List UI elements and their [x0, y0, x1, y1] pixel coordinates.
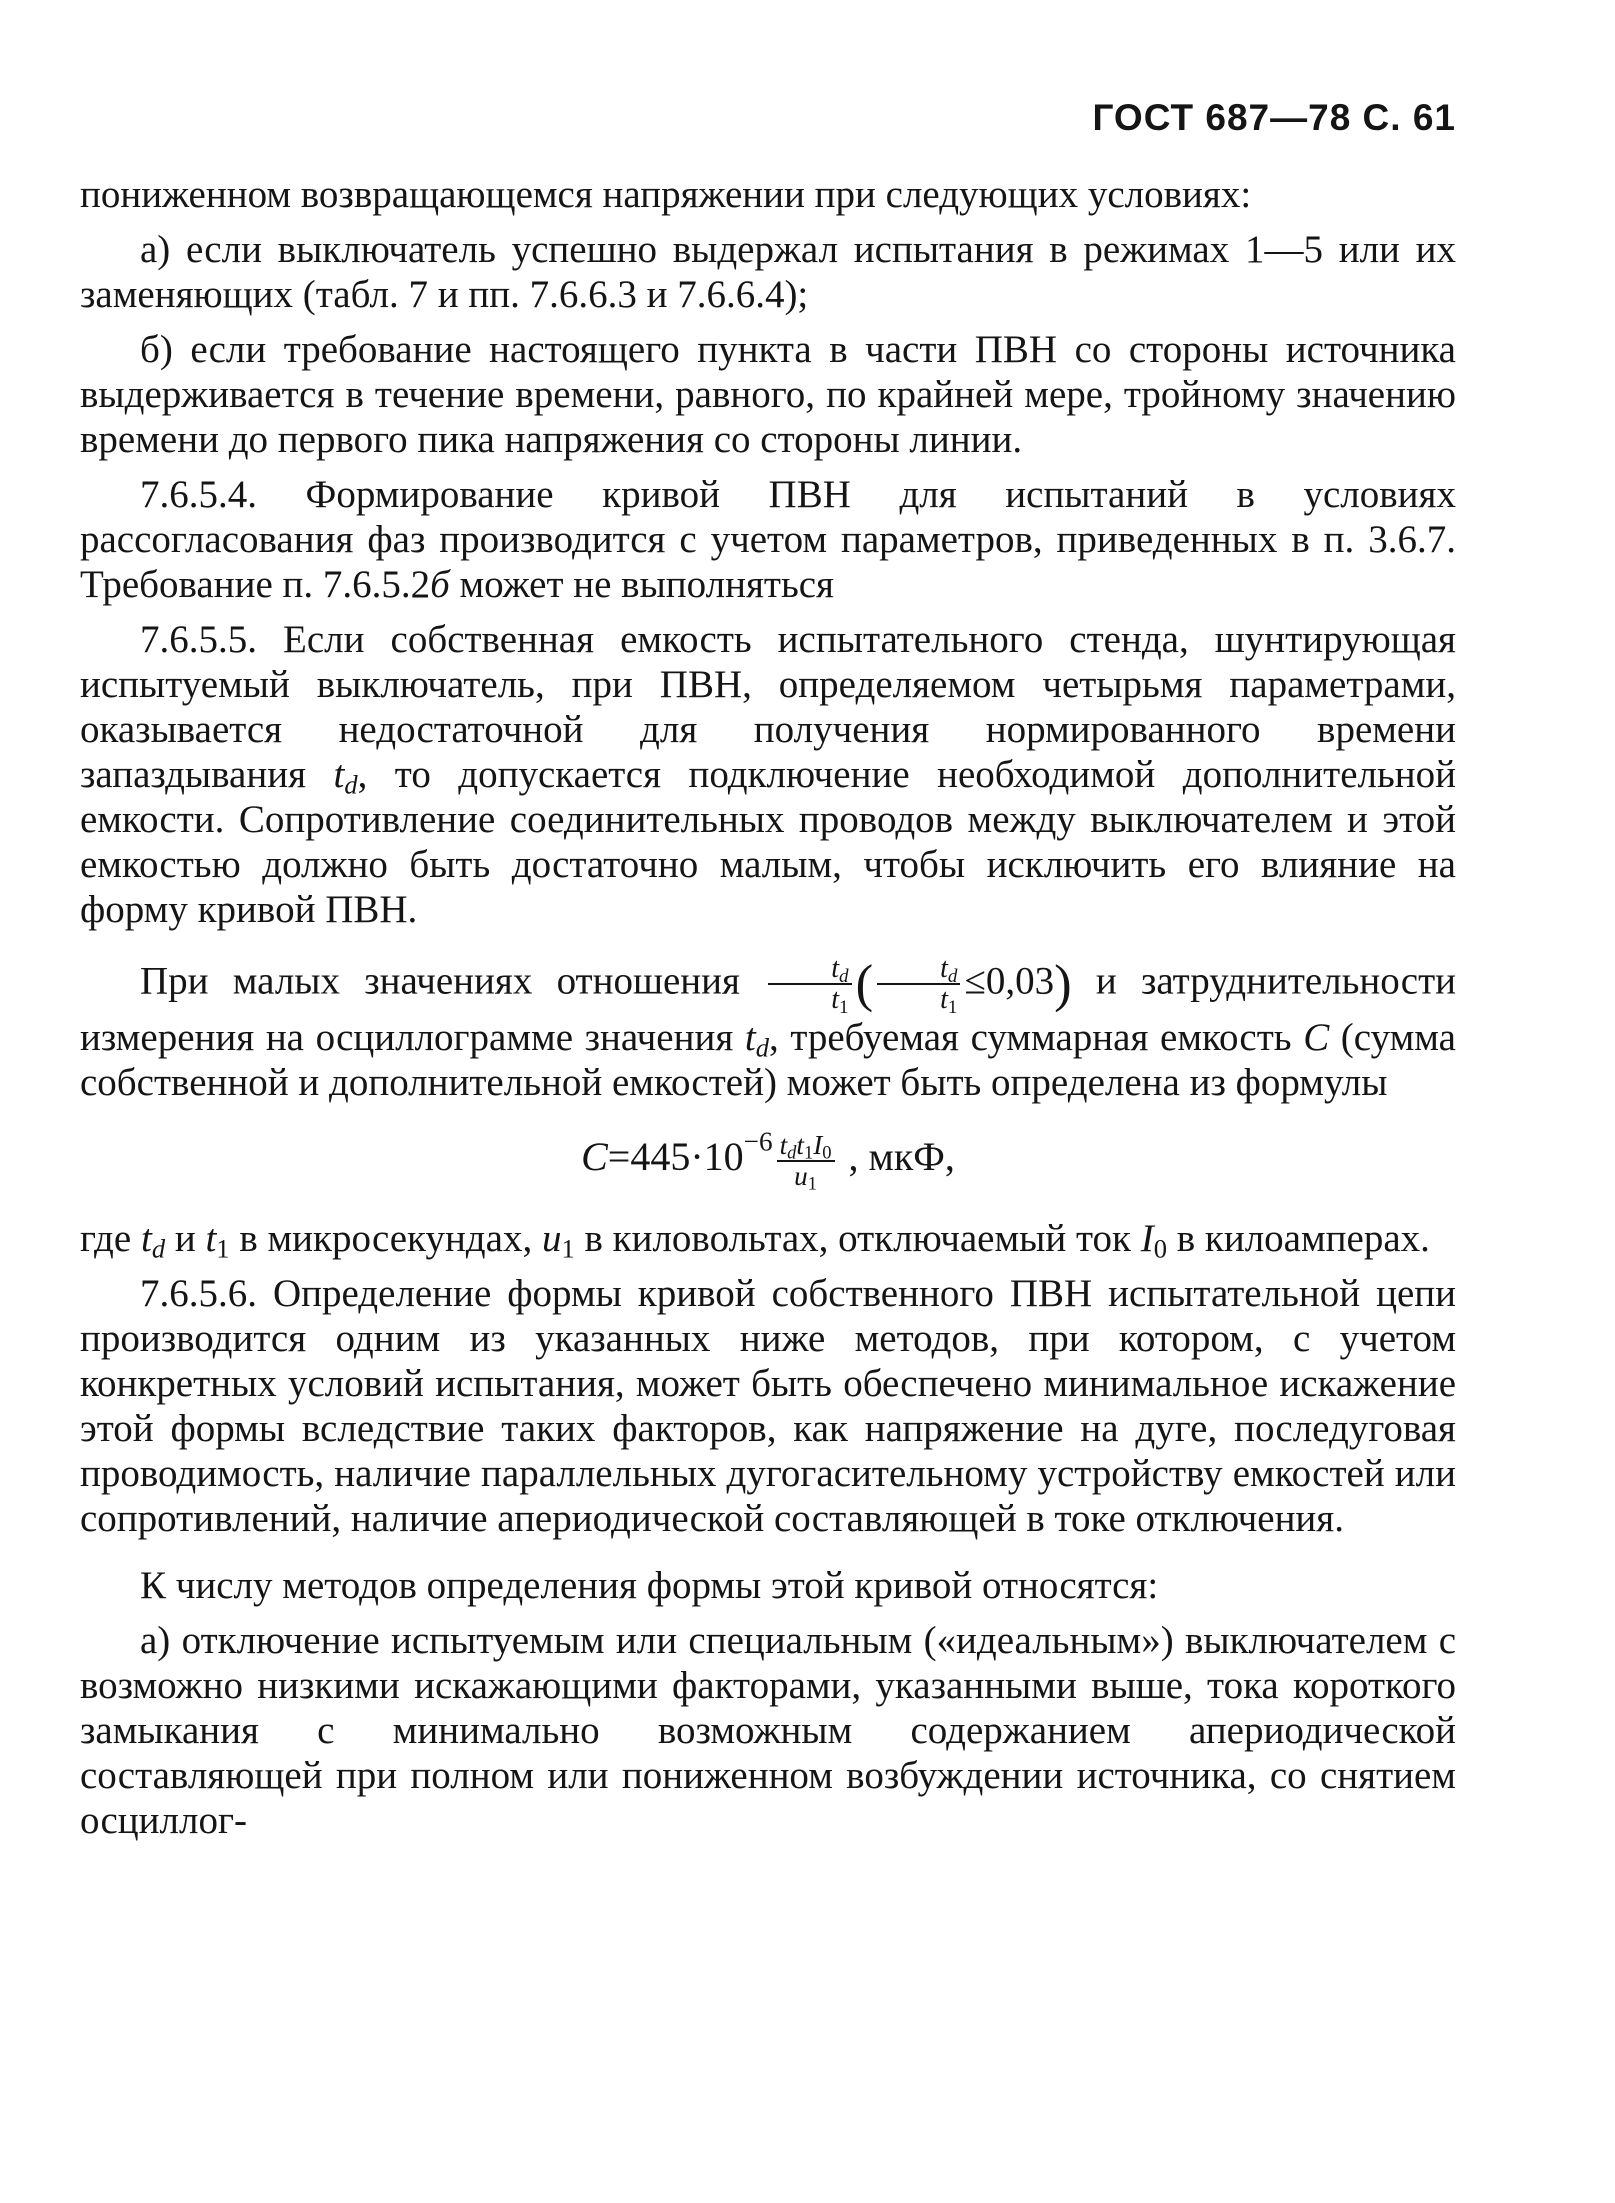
paragraph-methods: К числу методов определения формы этой кривой относятся:	[140, 1564, 1159, 1608]
clause-text: 7.6.5.5. Если собственная емкость испытательного стенда, шунтирующая испытуемый выключатель, при ПВН, определяемом четырьмя параметрами, оказывается недостаточной для получения нормированного времени запаздывания	[80, 618, 1456, 796]
num-I: I	[813, 1129, 823, 1160]
den-u: u	[794, 1160, 808, 1191]
num-t1: t	[796, 1129, 804, 1160]
formula-lhs: C	[581, 1133, 608, 1179]
paragraph-text-mid: и затруднительности измерения на осциллограмме значения	[80, 959, 1456, 1059]
text: где	[80, 1217, 141, 1261]
symbol-t: t	[333, 753, 345, 796]
text: в микросекундах,	[229, 1217, 542, 1261]
symbol-d-sub: d	[344, 769, 358, 800]
method-item-a: а) отключение испытуемым или специальным («идеальным») выключателем с возможно низкими искажающими факторами, указанными выше, тока короткого замыкания с минимально возможным содержанием апериодической составляющей при полном или пониженном возбуждении источника, со снятием осциллог-	[80, 1619, 1456, 1843]
denominator-t: t	[940, 984, 948, 1016]
num-d: d	[787, 1142, 797, 1163]
symbol-1-sub: 1	[216, 1233, 230, 1264]
paragraph-intro: пониженном возвращающемся напряжении при следующих условиях:	[80, 173, 1252, 216]
paragraph-text-mid2: , требуемая суммарная емкость	[768, 1015, 1304, 1059]
text: в киловольтах, отключаемый ток	[574, 1217, 1141, 1261]
clause-text-tail: может не выполняться	[449, 563, 834, 606]
paragraph-text-tail: (сумма собственной и дополнительной емкостей) может быть определена из формулы	[80, 1015, 1456, 1104]
paragraph-small-ratio: При малых значениях отношения $\frac{t_d}{t_1}$ ( $\frac{t_d}{t_1}$ ≤0,03) и затруднительности измерения на осциллограмме значения $t_d$, требуемая суммарная емкость C (сумма собственной и дополнительной емкостей) может быть определена из формулы	[80, 953, 1456, 1104]
numerator-t: t	[831, 953, 840, 984]
text: и	[165, 1217, 206, 1261]
numerator-d: d	[947, 965, 958, 987]
page-header: ГОСТ 687—78 С. 61	[1092, 97, 1456, 138]
clause-7-6-5-4	[80, 472, 1456, 607]
clause-text-tail: , то допускается подключение необходимой дополнительной емкости. Сопротивление соединительных проводов между выключателем и этой емкостью должно быть достаточно малым, чтобы исключить его влияние на форму кривой ПВН.	[80, 753, 1456, 931]
den-1: 1	[807, 1173, 817, 1194]
numerator-d: d	[839, 965, 849, 987]
list-item-b: б) если требование настоящего пункта в части ПВН со стороны источника выдерживается в течение времени, равного, по крайней мере, тройному значению времени до первого пика напряжения со стороны линии.	[80, 328, 1456, 461]
denominator-1: 1	[947, 997, 958, 1019]
symbol-t: t	[140, 1217, 152, 1261]
symbol-u: u	[541, 1217, 562, 1261]
ratio-fraction	[768, 953, 851, 1019]
symbol-t: t	[205, 1217, 217, 1261]
capacitance-formula	[80, 1126, 1456, 1194]
clause-text: 7.6.5.4. Формирование кривой ПВН для испытаний в условиях рассогласования фаз производится с учетом параметров, приведенных в п. 3.6.7. Требование п. 7.6.5.2	[80, 473, 1456, 606]
formula-fraction	[777, 1129, 835, 1194]
symbol-0-sub: 0	[1153, 1233, 1167, 1264]
symbol-1-sub: 1	[561, 1233, 575, 1264]
text: в килоамперах.	[1166, 1217, 1430, 1261]
formula-coefficient: =445·10	[607, 1133, 744, 1179]
ratio-condition: ≤0,03	[964, 959, 1055, 1003]
symbol-d-sub: d	[755, 1032, 769, 1063]
list-item-a: а) если выключатель успешно выдержал испытания в режимах 1—5 или их заменяющих (табл. 7 и пп. 7.6.6.3 и 7.6.6.4);	[80, 228, 1456, 316]
denominator-t: t	[831, 984, 840, 1016]
denominator-1: 1	[839, 997, 849, 1019]
symbol-t: t	[744, 1015, 756, 1059]
paragraph-text: При малых значениях отношения	[140, 959, 765, 1003]
num-1: 1	[803, 1142, 814, 1163]
document-page	[80, 95, 1456, 1853]
num-t: t	[779, 1129, 788, 1160]
paragraph-where	[80, 1216, 1456, 1264]
symbol-C: C	[1303, 1015, 1330, 1059]
formula-units: , мкФ,	[838, 1133, 955, 1179]
clause-7-6-5-6: 7.6.5.6. Определение формы кривой собственного ПВН испытательной цепи производится одним из указанных ниже методов, при котором, с учетом конкретных условий испытания, может быть обеспечено минимальное искажение этой формы вследствие таких факторов, как напряжение на дуге, последуговая проводимость, наличие параллельных дугогасительному устройству емкостей или сопротивлений, наличие апериодической составляющей в токе отключения.	[80, 1272, 1456, 1541]
ratio-fraction-2	[877, 953, 960, 1019]
formula-exponent: −6	[743, 1126, 773, 1157]
numerator-t: t	[940, 953, 948, 984]
clause-7-6-5-5	[80, 617, 1456, 932]
symbol-I: I	[1140, 1217, 1154, 1261]
num-0: 0	[822, 1142, 832, 1163]
italic-letter: б	[430, 563, 450, 606]
symbol-d-sub: d	[151, 1233, 166, 1264]
